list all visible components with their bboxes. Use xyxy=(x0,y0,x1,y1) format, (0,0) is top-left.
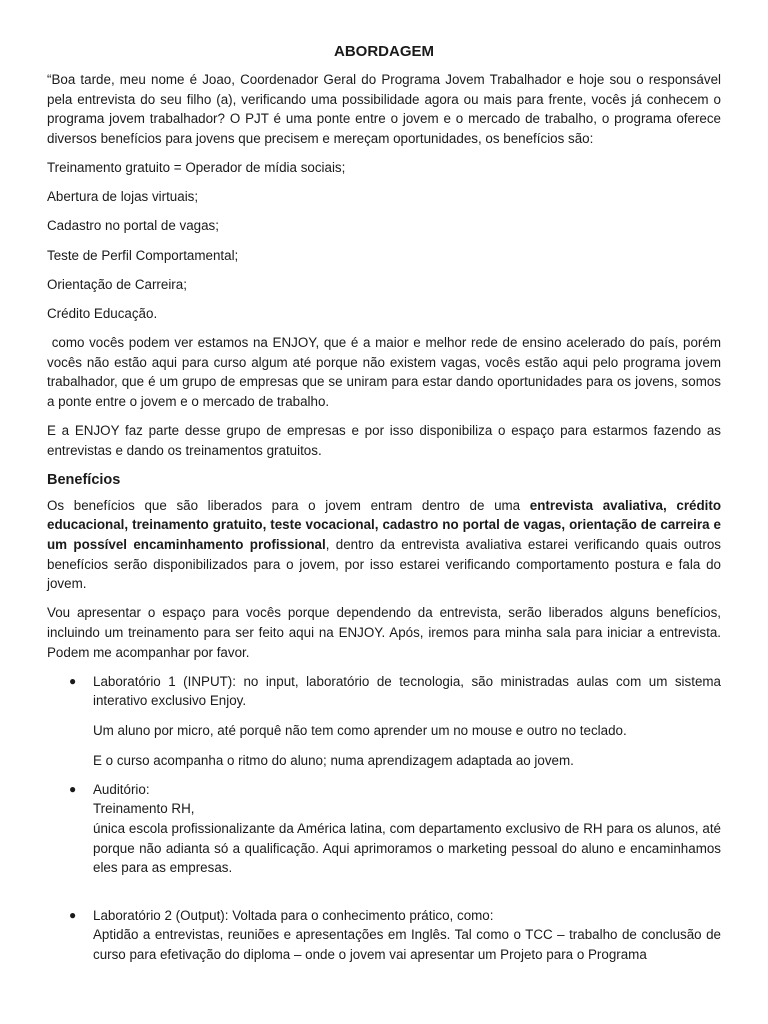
benefit-line: Teste de Perfil Comportamental; xyxy=(47,247,239,263)
bullet-icon: ● xyxy=(69,781,77,796)
intro-paragraph: “Boa tarde, meu nome é Joao, Coordenador Geral do Programa Jovem Trabalhador e hoje sou o responsável pela entrevista do seu filho (a), verificando uma possibilidade agora ou mais para frente, vocês já conhecem o programa jovem trabalhador? O PJT é uma ponte entre o jovem e o mercado de trabalho, o programa oferece diversos benefícios para jovens que precisem e mereçam oportunidades, os benefícios são: xyxy=(47,72,721,146)
lab2-line2: Aptidão a entrevistas, reuniões e apresentações em Inglês. Tal como o TCC – trabalho de conclusão de curso para efetivação do diploma – onde o jovem vai apresentar um Projeto para o Programa xyxy=(93,927,721,962)
benefit-line: Treinamento gratuito = Operador de mídia sociais; xyxy=(47,159,346,175)
benefits-paragraph-bold: entrevista avaliativa, crédito educacional, treinamento gratuito, teste vocacional, cadastro no portal de vagas, orientação de carreira e um possível encaminhamento profissional xyxy=(47,497,722,553)
benefits-paragraph xyxy=(47,496,721,594)
enjoy-group-paragraph: E a ENJOY faz parte desse grupo de empresas e por isso disponibiliza o espaço para estarmos fazendo as entrevistas e dando os treinamentos gratuitos. xyxy=(47,423,721,458)
benefit-line: Abertura de lojas virtuais; xyxy=(47,189,199,205)
auditorio-line2: Treinamento RH, xyxy=(93,801,195,817)
auditorio-line1: Auditório: xyxy=(93,781,150,797)
auditorio-line3: única escola profissionalizante da América latina, com departamento exclusivo de RH para os alunos, até porque não adianta só a qualificação. Aqui aprimoramos o marketing pessoal do aluno e encaminhamos eles para as empresas. xyxy=(93,820,721,876)
enjoy-paragraph: como vocês podem ver estamos na ENJOY, que é a maior e melhor rede de ensino acelerado do país, porém vocês não estão aqui para curso algum até porque não existem vagas, vocês estão aqui pelo programa jovem trabalhador, que é um grupo de empresas que se uniram para estar dando oportunidades para os jovens, somos a ponte entre o jovem e o mercado de trabalho. xyxy=(47,335,725,409)
room-list xyxy=(47,672,721,965)
list-item-lab2 xyxy=(47,906,721,965)
document-page xyxy=(47,42,725,974)
lab2-line1: Laboratório 2 (Output): Voltada para o conhecimento prático, como: xyxy=(93,907,494,923)
benefit-line: Cadastro no portal de vagas; xyxy=(47,218,219,234)
bullet-icon: ● xyxy=(69,907,77,922)
benefit-line: Orientação de Carreira; xyxy=(47,276,187,292)
page-title: ABORDAGEM xyxy=(334,43,434,60)
bullet-icon: ● xyxy=(69,673,77,688)
lab1-text: Laboratório 1 (INPUT): no input, laboratório de tecnologia, são ministradas aulas com um sistema interativo exclusivo Enjoy. xyxy=(93,673,721,709)
benefit-line: Crédito Educação. xyxy=(47,305,158,321)
tour-paragraph: Vou apresentar o espaço para vocês porque dependendo da entrevista, serão liberados alguns benefícios, incluindo um treinamento para ser feito aqui na ENJOY. Após, iremos para minha sala para iniciar a entrevista. Podem me acompanhar por favor. xyxy=(47,605,721,660)
lab1-sub2: E o curso acompanha o ritmo do aluno; numa aprendizagem adaptada ao jovem. xyxy=(93,752,574,768)
list-item-lab1 xyxy=(47,672,721,770)
list-item-auditorio xyxy=(47,780,721,878)
lab1-sub1: Um aluno por micro, até porquê não tem como aprender um no mouse e outro no teclado. xyxy=(93,722,627,738)
benefits-paragraph-end: , dentro da entrevista avaliativa estarei verificando quais outros benefícios serão disponibilizados para o jovem, por isso estarei verificando comportamento postura e fala do jovem. xyxy=(47,537,722,592)
benefits-heading: Benefícios xyxy=(47,471,121,488)
benefits-paragraph-start: Os benefícios que são liberados para o jovem entram dentro de uma xyxy=(47,497,530,513)
